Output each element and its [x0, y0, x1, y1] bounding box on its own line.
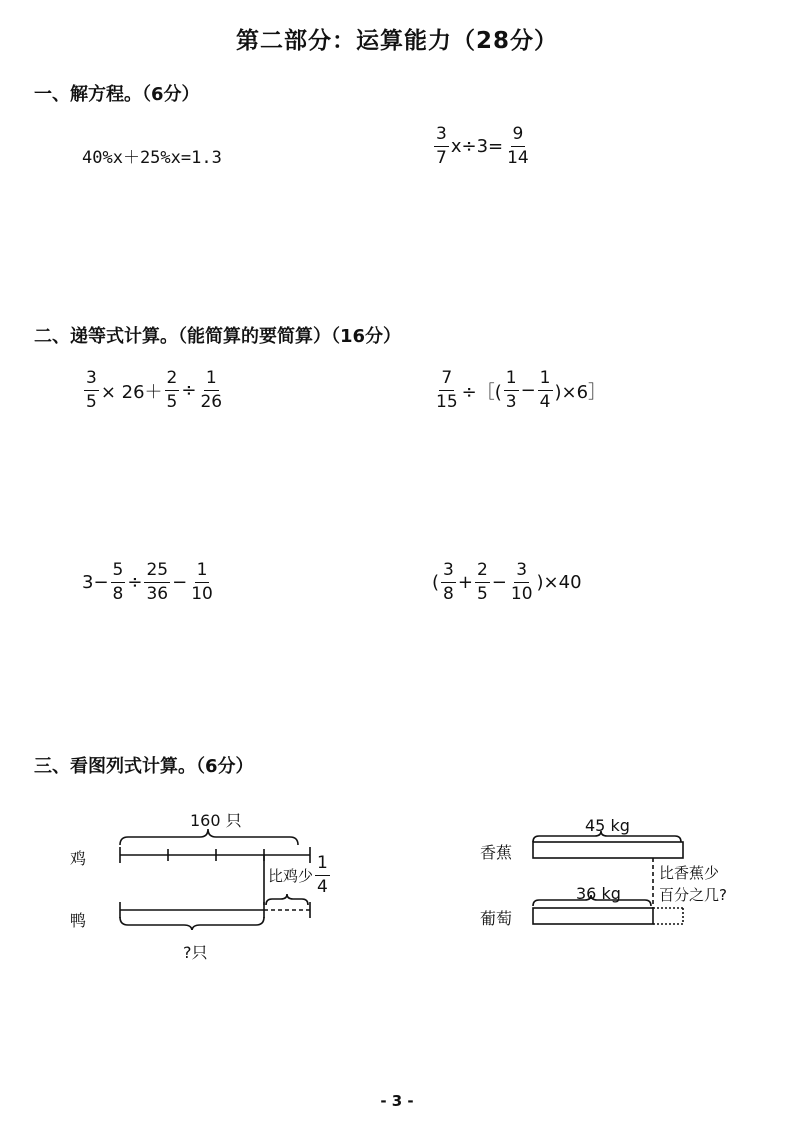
expression-text: +: [457, 572, 473, 593]
fraction: $\frac{3}{5}$: [86, 368, 97, 412]
compare-text: 比鸡少: [268, 867, 314, 885]
section-3-heading: 三、看图列式计算。（6分）: [34, 756, 254, 777]
row-label-banana: 香蕉: [480, 843, 513, 862]
grape-weight-label: 36 kg: [576, 884, 621, 903]
fraction: $\frac{1}{10}$: [191, 560, 213, 604]
fraction: $\frac{7}{15}$: [436, 368, 458, 412]
expression-text: )×40: [536, 572, 582, 593]
expression-text: (: [432, 572, 440, 593]
brace-bottom: [120, 917, 264, 930]
grape-bar: [533, 908, 653, 924]
fraction: $\frac{3}{10}$: [510, 560, 533, 604]
expression-text: ÷［(: [461, 381, 502, 403]
expression-text: −: [520, 380, 536, 401]
page-number: - 3 -: [380, 1092, 414, 1110]
row-label-chicken: 鸡: [70, 849, 87, 868]
equation-1: 40%x＋25%x=1.3: [82, 148, 222, 168]
expression-text: −: [172, 572, 188, 593]
banana-bar: [533, 842, 683, 858]
fraction: $\frac{1}{4}$: [539, 368, 551, 412]
section-2-heading: 二、递等式计算。（能简算的要简算）（16分）: [34, 326, 402, 347]
page-title: 第二部分：运算能力（28分）: [235, 28, 558, 54]
fraction: $\frac{5}{8}$: [112, 560, 124, 604]
expression-4: [432, 562, 582, 603]
fraction: $\frac{1}{26}$: [200, 368, 223, 412]
fraction: $\frac{2}{5}$: [476, 560, 488, 604]
section-1-heading: 一、解方程。（6分）: [34, 84, 200, 105]
expression-3: [82, 562, 217, 603]
fraction: $\frac{9}{14}$: [507, 124, 529, 168]
expression-2: [432, 370, 606, 411]
expression-text: −: [491, 572, 507, 593]
fraction: $\frac{1}{3}$: [505, 368, 517, 412]
expression-text: ÷: [127, 572, 143, 593]
expression-text: × 26＋: [100, 381, 163, 403]
expression-1: [82, 370, 226, 411]
question-line-2: 百分之几?: [659, 886, 727, 904]
chicken-total-label: 160 只: [190, 811, 242, 830]
fraction: $\frac{3}{8}$: [443, 560, 454, 604]
compare-label: [268, 855, 332, 896]
fraction: $\frac{3}{7}$: [436, 124, 447, 168]
row-label-duck: 鸭: [70, 911, 87, 930]
brace-top: [120, 829, 298, 845]
banana-weight-label: 45 kg: [585, 816, 630, 835]
fraction: $\frac{25}{36}$: [146, 560, 169, 604]
question-line-1: 比香蕉少: [659, 864, 720, 882]
expression-text: ÷: [181, 380, 197, 401]
expression-text: )×6］: [554, 381, 607, 403]
fraction: $\frac{2}{5}$: [166, 368, 178, 412]
equation-text: x÷3=: [450, 136, 504, 157]
equation-2: [432, 126, 533, 167]
expression-text: 3−: [82, 572, 109, 593]
fraction: $\frac{1}{4}$: [317, 853, 328, 897]
row-label-grape: 葡萄: [480, 909, 513, 928]
duck-unknown-label: ?只: [183, 943, 208, 962]
